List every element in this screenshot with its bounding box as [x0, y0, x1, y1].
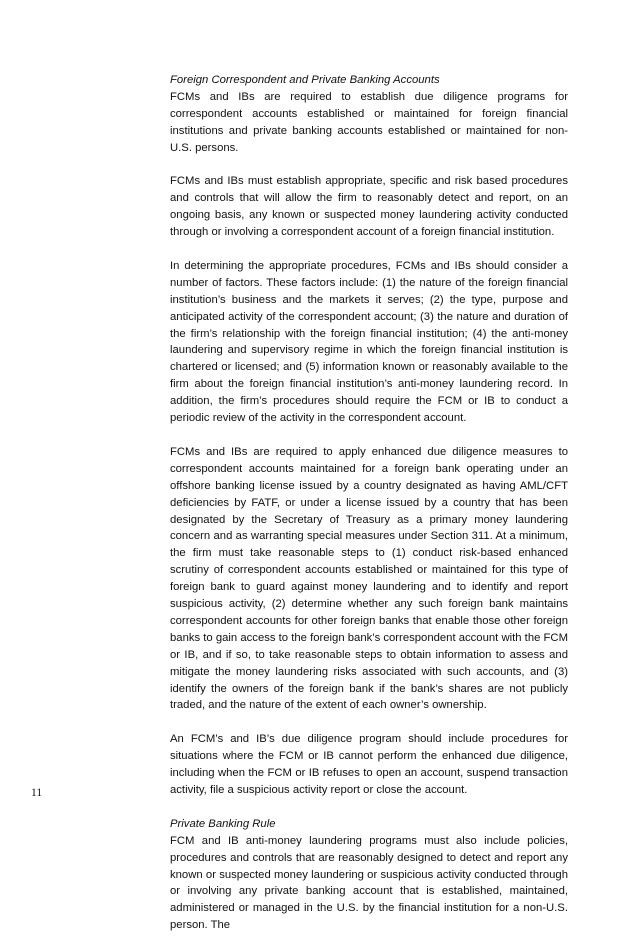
paragraph-4: FCMs and IBs are required to apply enhanced due diligence measures to correspondent accounts maintained for a foreign bank operating under an offshore banking license issued by a country designated as having AML/CFT deficiencies by FATF, or under a license issued by a country that has been designated by the Secretary of Treasury as a primary money laundering concern and as warranting special measures under Section 311. At a minimum, the firm must take reasonable steps to (1) conduct risk-based enhanced scrutiny of correspondent accounts established or maintained for this type of foreign bank to guard against money laundering and to identify and report suspicious activity, (2) determine whether any such foreign bank maintains correspondent accounts for other foreign banks that enable those other foreign banks to gain access to the foreign bank’s correspondent account with the FCM or IB, and if so, to take reasonable steps to obtain information to assess and mitigate the money laundering risks associated with such accounts, and (3) identify the owners of the foreign bank if the bank’s shares are not publicly traded, and the nature of the extent of each owner’s ownership. [170, 445, 568, 712]
paragraph-2: FCMs and IBs must establish appropriate, specific and risk based procedures and controls that will allow the firm to reasonably detect and report, on an ongoing basis, any known or suspected money laundering activity conducted through or involving a correspondent account of a foreign financial institution. [170, 175, 568, 239]
paragraph-3: In determining the appropriate procedures, FCMs and IBs should consider a number of factors. These factors include: (1) the nature of the foreign financial institution’s business and the markets it serves; (2) the type, purpose and anticipated activity of the correspondent account; (3) the nature and duration of the firm’s relationship with the foreign financial institution; (4) the anti-money laundering and supervisory regime in which the foreign financial institution is chartered or licensed; and (5) information known or reasonably available to the firm about the foreign financial institution’s anti-money laundering record. In addition, the firm’s procedures should require the FCM or IB to conduct a periodic review of the activity in the correspondent account. [170, 259, 568, 425]
page-number: 11 [31, 787, 43, 799]
paragraph-1: FCMs and IBs are required to establish due diligence programs for correspondent accounts established or maintained for foreign financial institutions and private banking accounts established or maintained for non-U.S. persons. [170, 90, 568, 154]
paragraph-6: FCM and IB anti-money laundering programs must also include policies, procedures and controls that are reasonably designed to detect and report any known or suspected money laundering or suspicious activity conducted through or involving any private banking account that is established, maintained, administered or managed in the U.S. by the financial institution for a non-U.S. person. The [170, 834, 568, 932]
section-heading-foreign-correspondent: Foreign Correspondent and Private Banking Accounts [170, 74, 440, 86]
section-heading-private-banking: Private Banking Rule [170, 817, 276, 830]
paragraph-5: An FCM’s and IB’s due diligence program should include procedures for situations where the FCM or IB cannot perform the enhanced due diligence, including when the FCM or IB refuses to open an account, suspend transaction activity, file a suspicious activity report or close the account. [170, 733, 568, 796]
document-body [170, 72, 568, 951]
